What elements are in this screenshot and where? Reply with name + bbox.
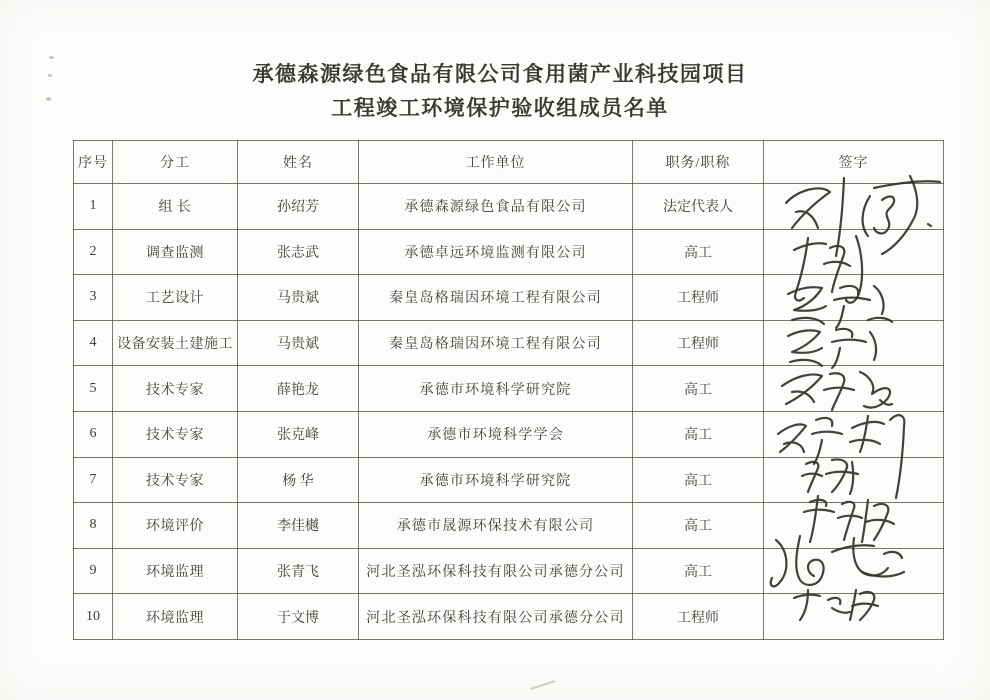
signature-cell — [764, 229, 944, 275]
table-row — [74, 411, 944, 457]
cell-unit: 河北圣泓环保科技有限公司承德分公司 — [359, 548, 633, 594]
cell-name: 李佳樾 — [238, 503, 359, 549]
cell-no: 10 — [74, 594, 113, 640]
cell-role: 环境评价 — [113, 503, 238, 549]
signature-cell — [764, 457, 944, 503]
cell-role: 工艺设计 — [113, 275, 238, 321]
table-row — [74, 275, 944, 321]
cell-no: 4 — [74, 320, 113, 366]
signature-cell — [764, 503, 944, 549]
document-title — [0, 57, 990, 125]
signature-cell — [764, 366, 944, 412]
scan-speck — [49, 56, 54, 59]
cell-name: 马贵斌 — [238, 320, 359, 366]
table-row — [74, 184, 944, 230]
table-row — [74, 548, 944, 594]
header-unit: 工作单位 — [359, 141, 633, 184]
cell-name: 张志武 — [238, 229, 359, 275]
cell-name: 杨 华 — [238, 457, 359, 503]
cell-unit: 承德市环境科学研究院 — [359, 366, 633, 412]
title-line-1: 承德森源绿色食品有限公司食用菌产业科技园项目 — [252, 62, 748, 86]
cell-no: 9 — [74, 548, 113, 594]
cell-no: 7 — [74, 457, 113, 503]
header-no: 序号 — [74, 141, 113, 184]
cell-role: 环境监理 — [113, 594, 238, 640]
signature-cell — [764, 548, 944, 594]
scan-speck — [46, 97, 51, 101]
cell-name: 孙绍芳 — [238, 184, 359, 230]
table-row — [74, 594, 944, 640]
cell-role: 设备安装土建施工 — [113, 320, 238, 366]
cell-title: 法定代表人 — [633, 184, 764, 230]
cell-no: 3 — [74, 275, 113, 321]
scan-speck — [48, 74, 52, 77]
signature-cell — [764, 184, 944, 230]
signature-cell — [764, 275, 944, 321]
cell-name: 张青飞 — [238, 548, 359, 594]
cell-name: 于文博 — [238, 594, 359, 640]
cell-role: 组 长 — [113, 184, 238, 230]
cell-unit: 承德森源绿色食品有限公司 — [359, 184, 633, 230]
table-header-row — [74, 141, 944, 184]
cell-title: 工程师 — [633, 275, 764, 321]
cell-name: 马贵斌 — [238, 275, 359, 321]
cell-role: 环境监理 — [113, 548, 238, 594]
table-row — [74, 503, 944, 549]
cell-no: 2 — [74, 229, 113, 275]
cell-no: 5 — [74, 366, 113, 412]
table-row — [74, 457, 944, 503]
cell-unit: 承德市晟源环保技术有限公司 — [359, 503, 633, 549]
cell-title: 工程师 — [633, 594, 764, 640]
signature-cell — [764, 411, 944, 457]
signature-cell — [764, 320, 944, 366]
cell-name: 薛艳龙 — [238, 366, 359, 412]
cell-name: 张克峰 — [238, 411, 359, 457]
cell-title: 高工 — [633, 457, 764, 503]
cell-role: 调查监测 — [113, 229, 238, 275]
cell-title: 高工 — [633, 503, 764, 549]
table-row — [74, 229, 944, 275]
table-row — [74, 320, 944, 366]
cell-title: 高工 — [633, 548, 764, 594]
cell-unit: 承德卓远环境监测有限公司 — [359, 229, 633, 275]
table-row — [74, 366, 944, 412]
cell-title: 工程师 — [633, 320, 764, 366]
cell-unit: 河北圣泓环保科技有限公司承德分公司 — [359, 594, 633, 640]
cell-role: 技术专家 — [113, 366, 238, 412]
scan-pencil-mark — [530, 680, 555, 690]
cell-unit: 秦皇岛格瑞因环境工程有限公司 — [359, 275, 633, 321]
header-role: 分工 — [113, 141, 238, 184]
cell-title: 高工 — [633, 366, 764, 412]
title-line-2: 工程竣工环境保护验收组成员名单 — [331, 96, 669, 120]
cell-unit: 承德市环境科学学会 — [359, 411, 633, 457]
cell-title: 高工 — [633, 411, 764, 457]
cell-role: 技术专家 — [113, 457, 238, 503]
cell-unit: 承德市环境科学研究院 — [359, 457, 633, 503]
header-title: 职务/职称 — [633, 141, 764, 184]
cell-no: 1 — [74, 184, 113, 230]
cell-no: 6 — [74, 411, 113, 457]
cell-no: 8 — [74, 503, 113, 549]
header-name: 姓名 — [238, 141, 359, 184]
header-signature: 签字 — [764, 141, 944, 184]
cell-title: 高工 — [633, 229, 764, 275]
members-table — [73, 140, 944, 640]
signature-cell — [764, 594, 944, 640]
cell-unit: 秦皇岛格瑞因环境工程有限公司 — [359, 320, 633, 366]
cell-role: 技术专家 — [113, 411, 238, 457]
